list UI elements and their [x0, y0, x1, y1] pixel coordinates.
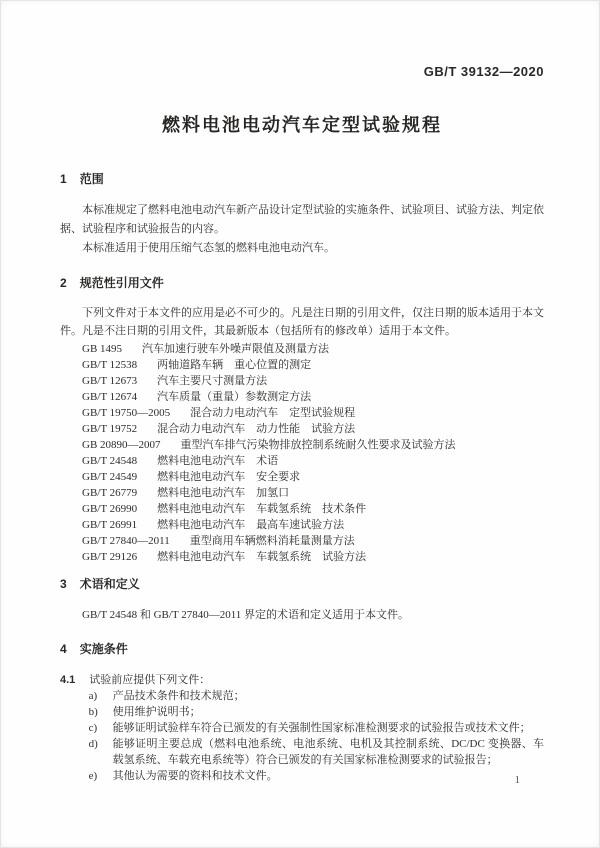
section-4-heading: [60, 643, 544, 656]
reference-code: GB/T 27840—2011: [82, 535, 170, 547]
reference-title: 燃料电池电动汽车 车载氢系统 试验方法: [157, 551, 367, 563]
reference-code: GB/T 12538: [82, 359, 138, 371]
list-item-text: 能够证明试验样车符合已颁发的有关强制性国家标准检测要求的试验报告或技术文件；: [112, 722, 531, 734]
clause-4-1-text: 试验前应提供下列文件：: [89, 674, 211, 686]
reference-code: GB/T 24548: [82, 455, 138, 467]
reference-line: [60, 357, 544, 373]
section-3-paragraph-1: GB/T 24548 和 GB/T 27840—2011 界定的术语和定义适用于本文件。: [82, 609, 410, 621]
clause-4-1-item-list: [60, 688, 544, 784]
reference-line: [60, 485, 544, 501]
reference-code: GB/T 19752: [82, 423, 138, 435]
section-2-heading: [60, 277, 544, 290]
section-3-number: 3: [60, 577, 67, 591]
section-2-title: 规范性引用文件: [79, 276, 164, 290]
section-2-number: 2: [60, 276, 67, 290]
reference-line: [60, 389, 544, 405]
reference-title: 重型商用车辆燃料消耗量测量方法: [189, 535, 355, 547]
doc-title: 燃料电池电动汽车定型试验规程: [162, 115, 442, 135]
page-number: 1: [514, 774, 520, 786]
clause-4-1-number: 4.1: [60, 674, 76, 686]
section-2-paragraph-1: 下列文件对于本文件的应用是必不可少的。凡是注日期的引用文件，仅注日期的版本适用于本文件。凡是不注日期的引用文件，其最新版本（包括所有的修改单）适用于本文件。: [60, 307, 544, 337]
list-item-text: 使用维护说明书；: [112, 706, 201, 718]
list-item-marker: c): [88, 722, 98, 734]
reference-title: 重型汽车排气污染物排放控制系统耐久性要求及试验方法: [180, 439, 456, 451]
list-item: [60, 736, 544, 768]
list-item-text: 其他认为需要的资料和技术文件。: [112, 770, 278, 782]
reference-line: [60, 517, 544, 533]
section-1-paragraph-1: 本标准规定了燃料电池电动汽车新产品设计定型试验的实施条件、试验项目、试验方法、判定依据、试验程序和试验报告的内容。: [60, 204, 544, 235]
reference-title: 混合动力电动汽车 动力性能 试验方法: [157, 423, 356, 435]
reference-title: 燃料电池电动汽车 安全要求: [157, 471, 301, 483]
reference-title: 燃料电池电动汽车 最高车速试验方法: [157, 519, 345, 531]
list-item-marker: b): [88, 706, 98, 718]
normative-reference-list: [60, 341, 544, 565]
list-item: [60, 688, 544, 704]
reference-code: GB/T 24549: [82, 471, 138, 483]
reference-line: [60, 453, 544, 469]
section-1-title: 范围: [79, 172, 104, 186]
reference-code: GB/T 12674: [82, 391, 138, 403]
section-1-number: 1: [60, 172, 67, 186]
section-4-title: 实施条件: [79, 642, 128, 656]
reference-code: GB 20890—2007: [82, 439, 161, 451]
reference-code: GB/T 26991: [82, 519, 138, 531]
list-item: [60, 720, 544, 736]
list-item: [60, 704, 544, 720]
reference-line: [60, 405, 544, 421]
list-item-marker: a): [88, 690, 98, 702]
reference-line: [60, 373, 544, 389]
list-item-marker: e): [88, 770, 98, 782]
reference-code: GB/T 12673: [82, 375, 138, 387]
reference-line: [60, 549, 544, 565]
reference-line: [60, 533, 544, 549]
section-3-title: 术语和定义: [79, 577, 140, 591]
reference-code: GB/T 29126: [82, 551, 138, 563]
section-3-heading: [60, 578, 544, 591]
reference-code: GB/T 19750—2005: [82, 407, 171, 419]
list-item-marker: d): [88, 738, 98, 750]
reference-line: [60, 469, 544, 485]
reference-code: GB/T 26779: [82, 487, 138, 499]
reference-title: 混合动力电动汽车 定型试验规程: [190, 407, 356, 419]
section-1-heading: [60, 173, 544, 186]
list-item: [60, 768, 544, 784]
reference-title: 汽车加速行驶车外噪声限值及测量方法: [142, 343, 330, 355]
section-1-paragraph-2: 本标准适用于使用压缩气态氢的燃料电池电动汽车。: [82, 242, 335, 254]
reference-line: [60, 501, 544, 517]
reference-code: GB/T 26990: [82, 503, 138, 515]
reference-line: [60, 421, 544, 437]
list-item-text: 能够证明主要总成（燃料电池系统、电池系统、电机及其控制系统、DC/DC 变换器、车载氢系统、车载充电系统等）符合已颁发的有关国家标准检测要求的试验报告；: [112, 738, 544, 766]
reference-title: 燃料电池电动汽车 术语: [157, 455, 279, 467]
doc-code: GB/T 39132—2020: [423, 64, 544, 79]
section-4-number: 4: [60, 642, 67, 656]
clause-4-1: [60, 672, 544, 688]
reference-title: 汽车主要尺寸测量方法: [157, 375, 268, 387]
reference-title: 汽车质量（重量）参数测定方法: [157, 391, 312, 403]
reference-title: 燃料电池电动汽车 加氢口: [157, 487, 290, 499]
reference-line: [60, 437, 544, 453]
reference-title: 两轴道路车辆 重心位置的测定: [157, 359, 312, 371]
reference-title: 燃料电池电动汽车 车载氢系统 技术条件: [157, 503, 367, 515]
reference-code: GB 1495: [82, 343, 123, 355]
list-item-text: 产品技术条件和技术规范；: [112, 690, 245, 702]
reference-line: [60, 341, 544, 357]
